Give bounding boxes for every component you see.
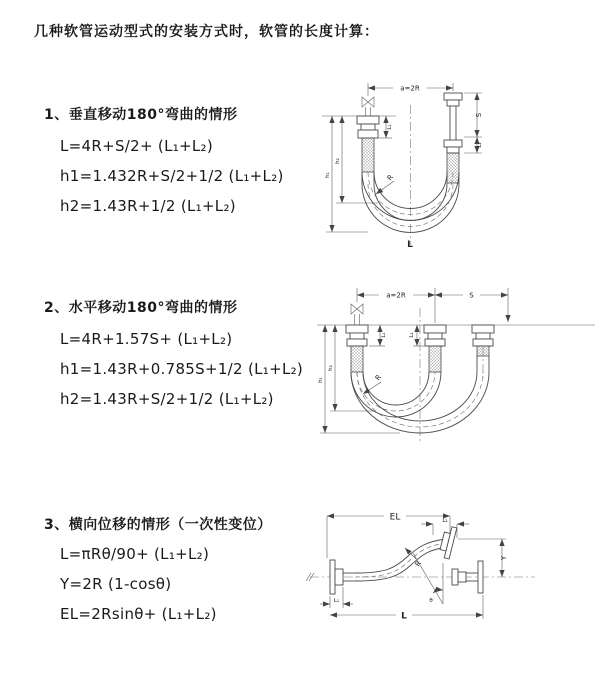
dim-label-l1: L₁ bbox=[381, 332, 387, 338]
hose-s-curve bbox=[355, 539, 449, 581]
dim-label-l2: L₂ bbox=[409, 332, 415, 338]
valve-icon bbox=[362, 97, 374, 116]
section2-formula-L: L=4R+1.57S+ (L₁+L₂) bbox=[60, 330, 233, 348]
dimension-l1 bbox=[369, 325, 387, 346]
pipe2-fitting bbox=[424, 325, 446, 372]
dim-label-l2: L₂ bbox=[442, 518, 448, 524]
dim-label-l: L bbox=[407, 240, 413, 250]
dimension-l2 bbox=[464, 137, 483, 153]
section3-formula-L: L=πRθ/90+ (L₁+L₂) bbox=[60, 545, 210, 563]
dim-label-h2: h₂ bbox=[335, 158, 341, 164]
dim-label-el: EL bbox=[389, 512, 401, 523]
dimension-l bbox=[330, 595, 483, 622]
section3-formula-EL: EL=2Rsinθ+ (L₁+L₂) bbox=[60, 605, 217, 623]
dim-label-l2: L₂ bbox=[477, 142, 483, 148]
radius-callout bbox=[363, 373, 383, 394]
dim-label-y: Y bbox=[500, 555, 508, 561]
braided-hose bbox=[351, 346, 363, 372]
lateral-displacement-diagram bbox=[300, 503, 600, 648]
valve-icon bbox=[351, 304, 363, 325]
pipe3-fitting bbox=[472, 325, 494, 356]
section3-formula-Y: Y=2R (1-cosθ) bbox=[60, 575, 172, 593]
horizontal-180-bend-diagram bbox=[305, 278, 600, 468]
section3-heading: 3、横向位移的情形（一次性变位） bbox=[44, 517, 272, 533]
dimension-s bbox=[435, 288, 508, 322]
pipe1-fitting bbox=[346, 325, 368, 372]
right-pipe-fitting bbox=[444, 93, 462, 183]
dim-label-l: L bbox=[401, 611, 407, 622]
braided-hose bbox=[477, 346, 489, 356]
dimension-a2r bbox=[368, 83, 453, 96]
section2-heading: 2、水平移动180°弯曲的情形 bbox=[44, 300, 238, 316]
left-pipe-fitting bbox=[357, 116, 379, 172]
dim-label-a2r: a=2R bbox=[386, 291, 406, 300]
dimension-l1 bbox=[320, 587, 353, 608]
section1-formula-h2: h2=1.43R+1/2 (L₁+L₂) bbox=[60, 197, 236, 215]
dim-label-l1: L₁ bbox=[333, 598, 340, 604]
dim-label-h1: h₁ bbox=[318, 377, 324, 383]
section1-formula-L: L=4R+S/2+ (L₁+L₂) bbox=[60, 137, 214, 155]
page-title: 几种软管运动型式的安装方式时，软管的长度计算： bbox=[34, 24, 379, 40]
vertical-180-bend-diagram bbox=[310, 75, 590, 260]
hose-ubend-position1 bbox=[351, 372, 441, 417]
dim-label-s: S bbox=[475, 112, 483, 118]
braided-hose bbox=[447, 153, 459, 183]
dim-label-r: R bbox=[385, 173, 396, 183]
dim-label-r: R bbox=[373, 373, 384, 383]
dimension-s bbox=[464, 93, 483, 137]
displaced-end-flange bbox=[438, 525, 456, 559]
braided-hose bbox=[362, 138, 374, 172]
section1-formula-h1: h1=1.432R+S/2+1/2 (L₁+L₂) bbox=[60, 167, 284, 185]
dim-label-h1: h₁ bbox=[325, 172, 331, 178]
dim-label-h2: h₂ bbox=[328, 365, 334, 371]
dim-label-l1: L₁ bbox=[387, 124, 393, 130]
dimension-a2r bbox=[357, 288, 435, 323]
section2-formula-h2: h2=1.43R+S/2+1/2 (L₁+L₂) bbox=[60, 390, 274, 408]
section2-formula-h1: h1=1.43R+0.785S+1/2 (L₁+L₂) bbox=[60, 360, 304, 378]
dim-label-a2r: a=2R bbox=[400, 84, 420, 93]
braided-hose bbox=[429, 346, 441, 372]
dim-label-theta: θ bbox=[429, 598, 433, 604]
section1-heading: 1、垂直移动180°弯曲的情形 bbox=[44, 107, 238, 123]
dim-label-s: S bbox=[469, 291, 474, 300]
dim-label-r: R bbox=[413, 559, 424, 569]
